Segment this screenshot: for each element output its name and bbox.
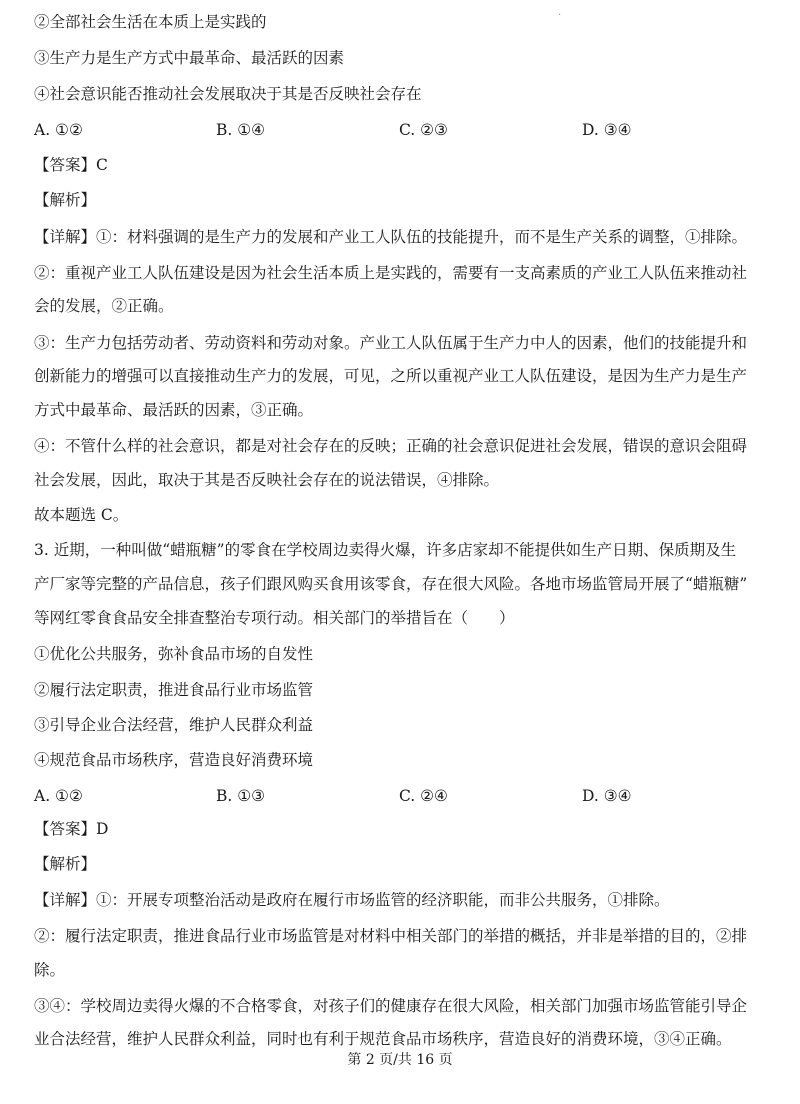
q2-detail-line: 【详解】①：材料强调的是生产力的发展和产业工人队伍的技能提升，而不是生产关系的调整，①排除。 bbox=[34, 228, 748, 246]
q3-detail-line: 业合法经营，维护人民群众利益，同时也有利于规范食品市场秩序，营造良好的消费环境，③④正确。 bbox=[34, 1030, 732, 1048]
q2-analysis-title: 【解析】 bbox=[34, 191, 97, 209]
q3-statement-4: ④规范食品市场秩序，营造良好消费环境 bbox=[34, 751, 314, 769]
q3-statement-2: ②履行法定职责，推进食品行业市场监管 bbox=[34, 681, 314, 699]
q2-detail-line: 创新能力的增强可以直接推动生产力的发展，可见，之所以重视产业工人队伍建设，是因为生产力是生产 bbox=[34, 367, 748, 385]
q3-option-b: B. ①③ bbox=[216, 787, 266, 805]
q3-option-c: C. ②④ bbox=[399, 787, 448, 805]
q2-detail-line: 会的发展，②正确。 bbox=[34, 297, 174, 315]
q2-option-a: A. ①② bbox=[34, 121, 83, 139]
q2-detail-line: 社会发展，因此，取决于其是否反映社会存在的说法错误，④排除。 bbox=[34, 471, 500, 489]
q3-detail-line: ③④：学校周边卖得火爆的不合格零食，对孩子们的健康存在很大风险，相关部门加强市场监管能引导企 bbox=[34, 997, 748, 1015]
q3-detail-line: 【详解】①：开展专项整治活动是政府在履行市场监管的经济职能，而非公共服务，①排除。 bbox=[34, 891, 670, 909]
q2-conclusion: 故本题选 C。 bbox=[34, 506, 129, 524]
q2-answer: 【答案】C bbox=[34, 156, 108, 174]
q2-statement-2: ②全部社会生活在本质上是实践的 bbox=[34, 13, 267, 31]
q3-stem-line: 产厂家等完整的产品信息，孩子们跟风购买食用该零食，存在很大风险。各地市场监管局开展了“蜡瓶糖” bbox=[34, 575, 748, 593]
q3-option-a: A. ①② bbox=[34, 787, 83, 805]
q2-options bbox=[34, 119, 774, 141]
q2-statement-3: ③生产力是生产方式中最革命、最活跃的因素 bbox=[34, 49, 345, 67]
q3-answer: 【答案】D bbox=[34, 820, 109, 838]
q3-analysis-title: 【解析】 bbox=[34, 855, 97, 873]
q3-detail-line: ②：履行法定职责，推进食品行业市场监管是对材料中相关部门的举措的概括，并非是举措的目的，②排 bbox=[34, 927, 748, 945]
q3-stem-line: 3. 近期，一种叫做“蜡瓶糖”的零食在学校周边卖得火爆，许多店家却不能提供如生产日期、保质期及生 bbox=[34, 541, 737, 559]
q2-option-d: D. ③④ bbox=[582, 121, 632, 139]
q2-statement-4: ④社会意识能否推动社会发展取决于其是否反映社会存在 bbox=[34, 85, 422, 103]
page-footer: 第 2 页/共 16 页 bbox=[347, 1052, 453, 1068]
q2-option-b: B. ①④ bbox=[216, 121, 266, 139]
q3-stem-line: 等网红零食食品安全排查整治专项行动。相关部门的举措旨在（ ） bbox=[34, 609, 515, 627]
q2-detail-line: ②：重视产业工人队伍建设是因为社会生活本质上是实践的，需要有一支高素质的产业工人队伍来推动社 bbox=[34, 264, 748, 282]
q3-option-d: D. ③④ bbox=[582, 787, 632, 805]
q2-detail-line: ③：生产力包括劳动者、劳动资料和劳动对象。产业工人队伍属于生产力中人的因素，他们的技能提升和 bbox=[34, 334, 748, 352]
q2-detail-line: 方式中最革命、最活跃的因素，③正确。 bbox=[34, 401, 314, 419]
q3-options bbox=[34, 785, 774, 807]
q3-detail-line: 除。 bbox=[34, 961, 66, 979]
q3-statement-3: ③引导企业合法经营，维护人民群众利益 bbox=[34, 716, 314, 734]
scan-mark: · bbox=[558, 10, 562, 21]
q2-detail-line: ④：不管什么样的社会意识，都是对社会存在的反映；正确的社会意识促进社会发展，错误的意识会阻碍 bbox=[34, 437, 748, 455]
q3-statement-1: ①优化公共服务，弥补食品市场的自发性 bbox=[34, 645, 314, 663]
q2-option-c: C. ②③ bbox=[399, 121, 448, 139]
